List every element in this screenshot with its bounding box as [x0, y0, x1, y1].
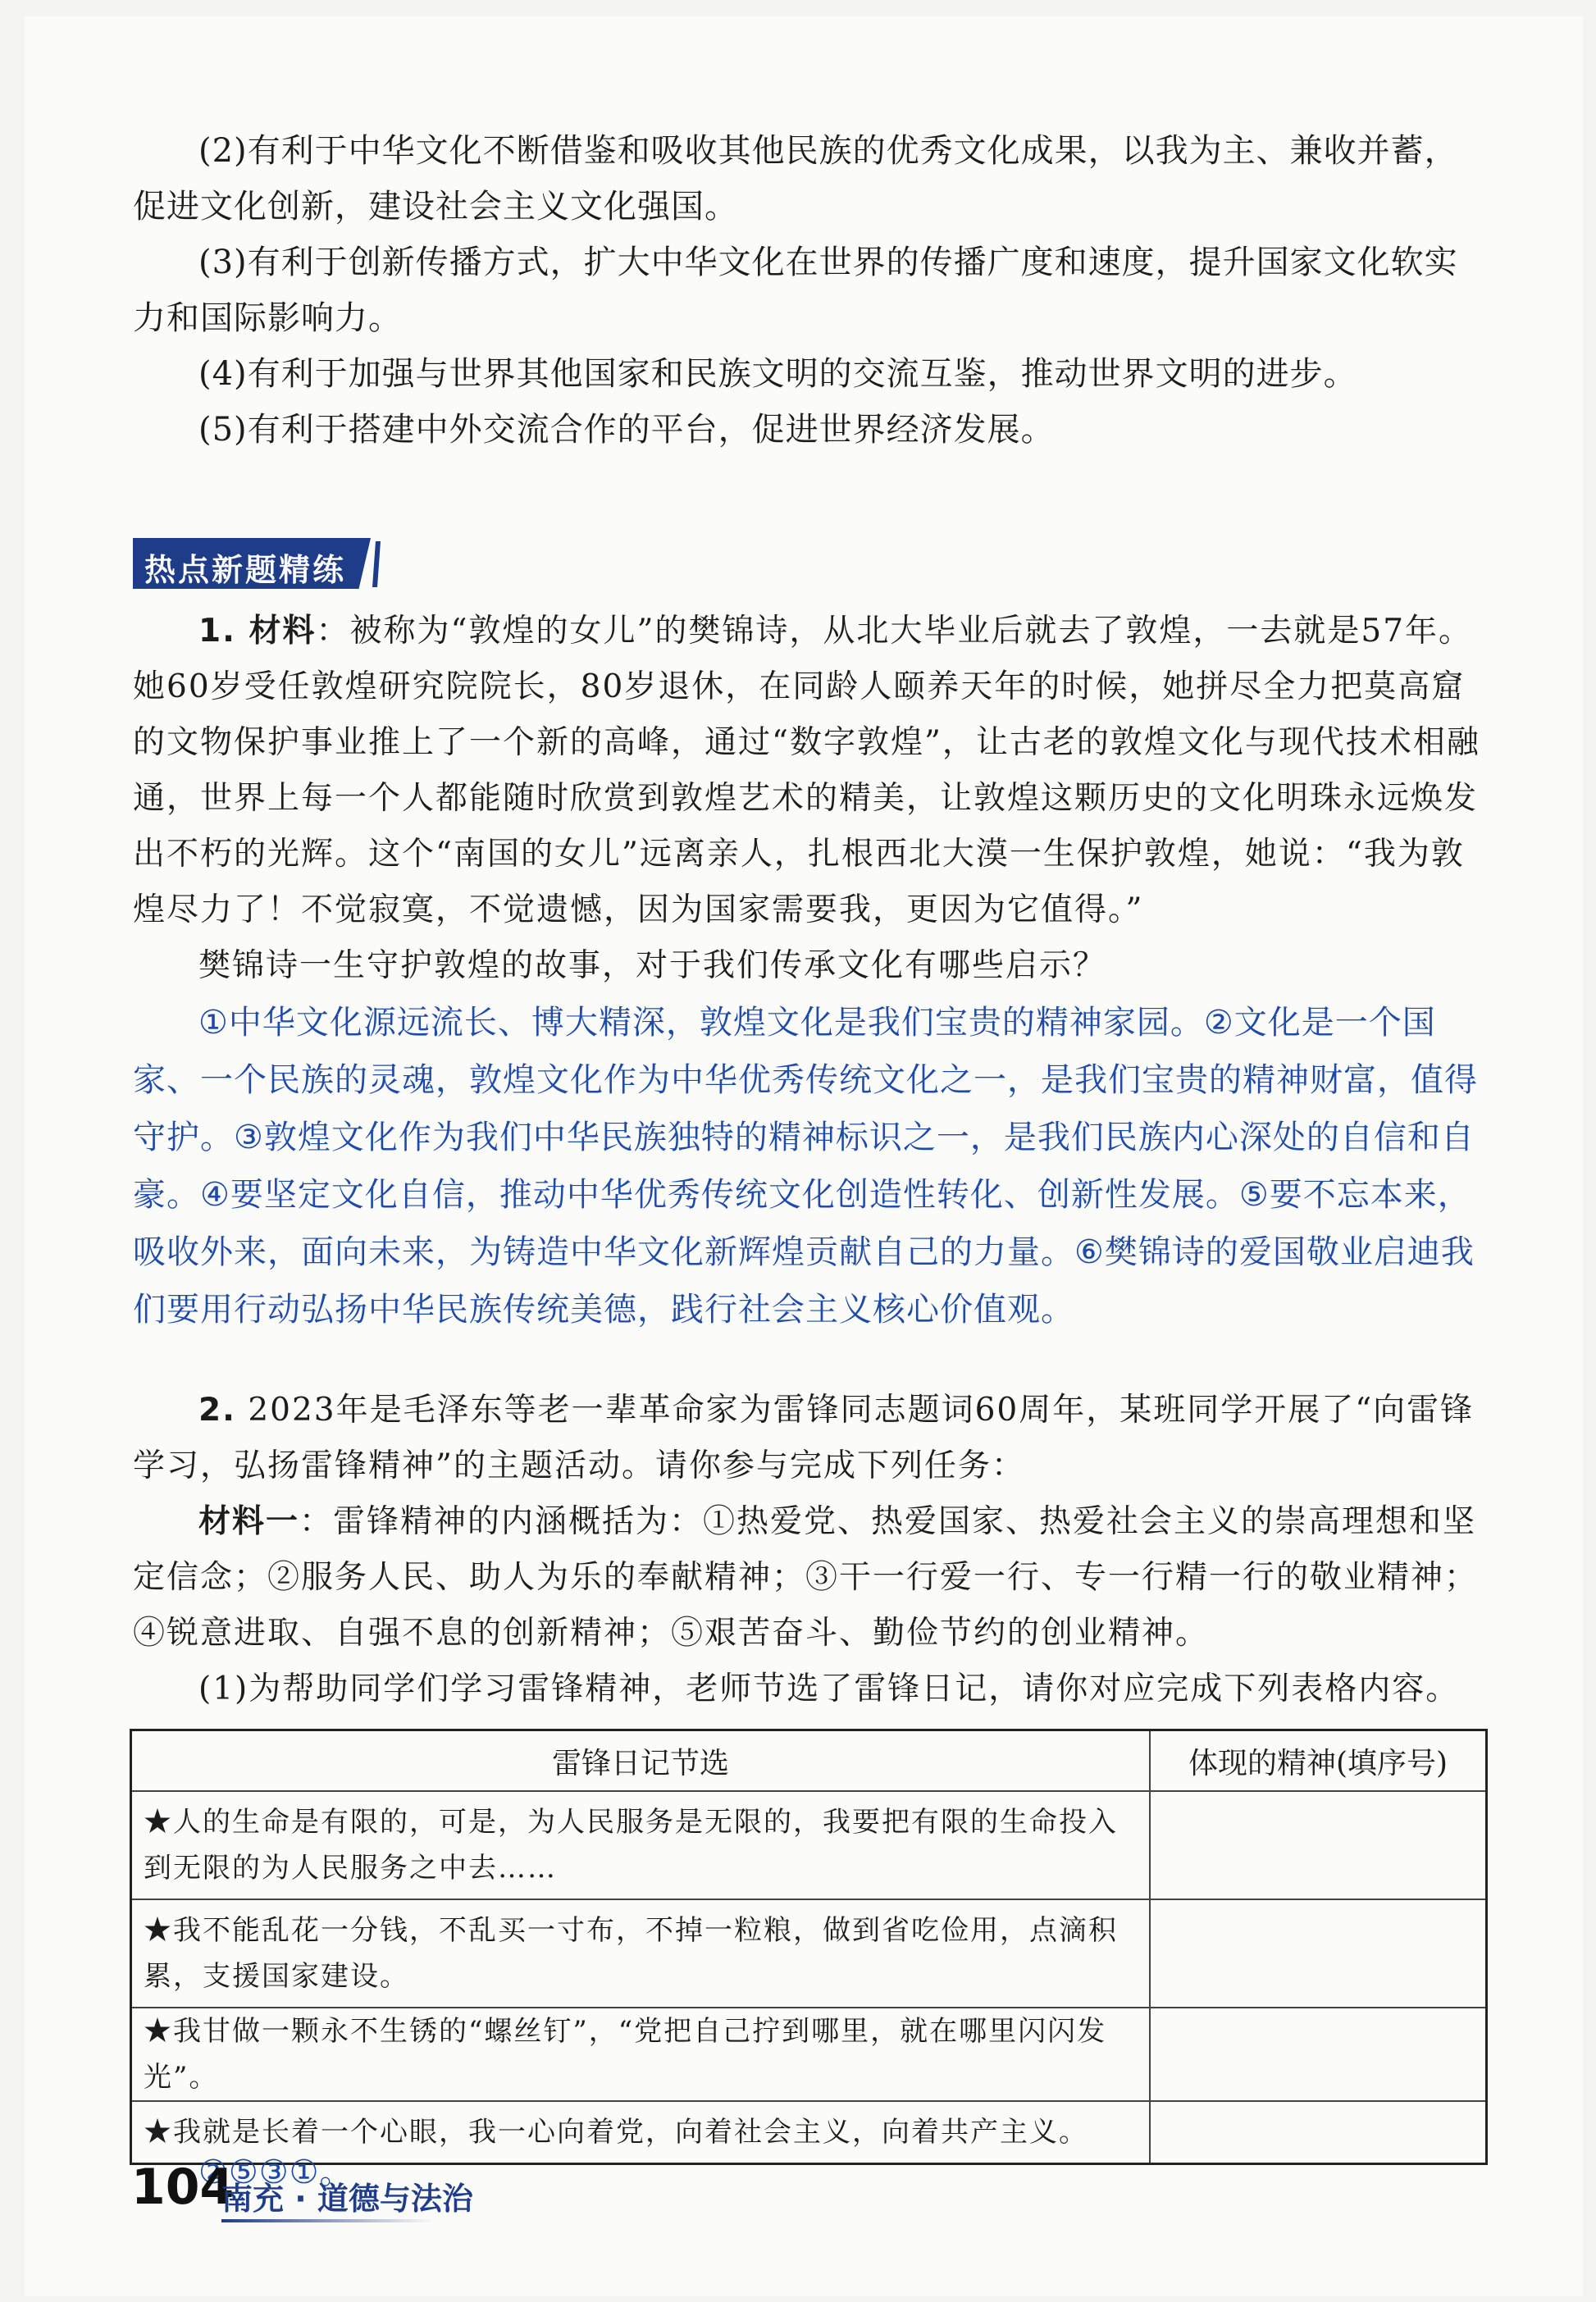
page-number: 104 — [131, 2158, 235, 2216]
material-one-text: ：雷锋精神的内涵概括为：①热爱党、热爱国家、热爱社会主义的崇高理想和坚定信念；②服务人民、助人为乐的奉献精神；③干一行爱一行、专一行精一行的敬业精神；④锐意进取、自强不息的创新精神；⑤艰苦奋斗、勤俭节约的创业精神。 — [133, 1503, 1479, 1652]
diary-entry: ★我不能乱花一分钱，不乱买一寸布，不掉一粒粮，做到省吃俭用，点滴积累，支援国家建设。 — [131, 1899, 1151, 2008]
diary-entry: ★人的生命是有限的，可是，为人民服务是无限的，我要把有限的生命投入到无限的为人民服务之中去…… — [131, 1791, 1151, 1899]
question-2-intro-text: 2023年是毛泽东等老一辈革命家为雷锋同志题词60周年，某班同学开展了“向雷锋学习，弘扬雷锋精神”的主题活动。请你参与完成下列任务： — [133, 1392, 1475, 1484]
book-title: 南充 · 道德与法治 — [221, 2181, 473, 2217]
question-2-material — [133, 1494, 1486, 1662]
table-header-row — [131, 1730, 1487, 1792]
diary-entry: ★我就是长着一个心眼，我一心向着党，向着社会主义，向着共产主义。 — [131, 2101, 1151, 2163]
section-title: 热点新题精练 — [144, 552, 347, 588]
table-row — [131, 1899, 1487, 2008]
spirit-answer-cell[interactable] — [1150, 1791, 1487, 1899]
table-row — [131, 1791, 1487, 1899]
question-2-intro — [133, 1383, 1486, 1494]
section-title-tag — [133, 538, 379, 589]
leifeng-diary-table — [130, 1729, 1488, 2165]
question-2-label: 2. — [198, 1392, 236, 1429]
table-header-spirit: 体现的精神(填序号) — [1150, 1730, 1487, 1792]
table-row — [131, 2008, 1487, 2101]
intro-point-2: (2)有利于中华文化不断借鉴和吸收其他民族的优秀文化成果，以我为主、兼收并蓄，促进文化创新，建设社会主义文化强国。 — [133, 132, 1458, 226]
question-1-answer: ①中华文化源远流长、博大精深，敦煌文化是我们宝贵的精神家园。②文化是一个国家、一个民族的灵魂，敦煌文化作为中华优秀传统文化之一，是我们宝贵的精神财富，值得守护。③敦煌文化作为我们中华民族独特的精神标识之一，是我们民族内心深处的自信和自豪。④要坚定文化自信，推动中华优秀传统文化创造性转化、创新性发展。⑤要不忘本来，吸收外来，面向未来，为铸造中华文化新辉煌贡献自己的力量。⑥樊锦诗的爱国敬业启迪我们要用行动弘扬中华民族传统美德，践行社会主义核心价值观。 — [133, 1004, 1478, 1329]
question-1-label: 1. 材料 — [198, 613, 317, 650]
question-1-material — [133, 604, 1486, 938]
question-1-material-text: ：被称为“敦煌的女儿”的樊锦诗，从北大毕业后就去了敦煌，一去就是57年。她60岁受任敦煌研究院院长，80岁退休，在同龄人颐养天年的时候，她拼尽全力把莫高窟的文物保护事业推上了一个新的高峰，通过“数字敦煌”，让古老的敦煌文化与现代技术相融通，世界上每一个人都能随时欣赏到敦煌艺术的精美，让敦煌这颗历史的文化明珠永远焕发出不朽的光辉。这个“南国的女儿”远离亲人，扎根西北大漠一生保护敦煌，她说：“我为敦煌尽力了！不觉寂寞，不觉遗憾，因为国家需要我，更因为它值得。” — [133, 613, 1480, 928]
material-one-label: 材料一 — [198, 1503, 300, 1540]
diary-entry: ★我甘做一颗永不生锈的“螺丝钉”，“党把自己拧到哪里，就在哪里闪闪发光”。 — [131, 2008, 1151, 2101]
intro-point-5: (5)有利于搭建中外交流合作的平台，促进世界经济发展。 — [198, 411, 1055, 449]
question-1-prompt: 樊锦诗一生守护敦煌的故事，对于我们传承文化有哪些启示？ — [198, 947, 1107, 984]
intro-point-3: (3)有利于创新传播方式，扩大中华文化在世界的传播广度和速度，提升国家文化软实力和国际影响力。 — [133, 244, 1458, 337]
footer-underline — [221, 2219, 435, 2222]
question-2-answer: ②⑤③①。 — [198, 2154, 353, 2191]
spirit-answer-cell[interactable] — [1150, 1899, 1487, 2008]
intro-point-4: (4)有利于加强与世界其他国家和民族文明的交流互鉴，推动世界文明的进步。 — [198, 355, 1357, 393]
spirit-answer-cell[interactable] — [1150, 2008, 1487, 2101]
question-2-sub1: (1)为帮助同学们学习雷锋精神，老师节选了雷锋日记，请你对应完成下列表格内容。 — [198, 1671, 1460, 1707]
table-header-diary: 雷锋日记节选 — [131, 1730, 1151, 1792]
